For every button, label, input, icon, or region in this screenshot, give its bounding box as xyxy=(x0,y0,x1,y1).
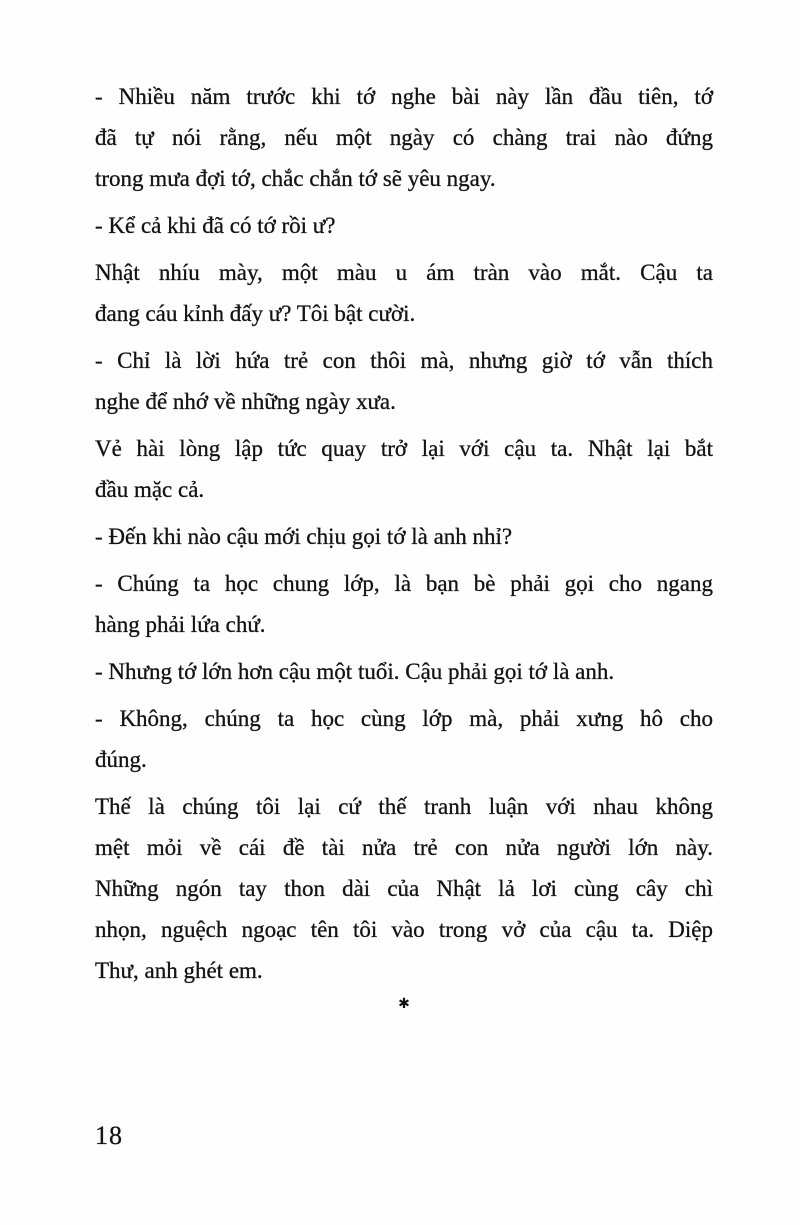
paragraph xyxy=(95,428,713,510)
text-line: trong mưa đợi tớ, chắc chắn tớ sẽ yêu ngay. xyxy=(95,166,496,191)
paragraph xyxy=(95,76,713,199)
text-line: mệt mỏi về cái đề tài nửa trẻ con nửa người lớn này. xyxy=(95,835,713,860)
text-line: Những ngón tay thon dài của Nhật lả lơi cùng cây chì xyxy=(95,876,713,901)
paragraph xyxy=(95,698,713,780)
text-line: - Chỉ là lời hứa trẻ con thôi mà, nhưng giờ tớ vẫn thích xyxy=(95,348,713,373)
text-line: - Nhiều năm trước khi tớ nghe bài này lần đầu tiên, tớ xyxy=(95,84,713,109)
text-line: - Kể cả khi đã có tớ rồi ư? xyxy=(95,213,336,238)
text-line: - Không, chúng ta học cùng lớp mà, phải xưng hô cho xyxy=(95,706,713,731)
text-line: Thư, anh ghét em. xyxy=(95,958,263,983)
page-number: 18 xyxy=(95,1121,123,1150)
text-line: đang cáu kỉnh đấy ư? Tôi bật cười. xyxy=(95,301,416,326)
text-line: Thế là chúng tôi lại cứ thế tranh luận với nhau không xyxy=(95,794,713,819)
text-line: đã tự nói rằng, nếu một ngày có chàng trai nào đứng xyxy=(95,125,713,150)
text-line: nhọn, nguệch ngoạc tên tôi vào trong vở của cậu ta. Diệp xyxy=(95,917,713,942)
text-line: nghe để nhớ về những ngày xưa. xyxy=(95,389,396,414)
paragraph xyxy=(95,340,713,422)
text-line: Vẻ hài lòng lập tức quay trở lại với cậu ta. Nhật lại bắt xyxy=(95,436,713,461)
text-line: đầu mặc cả. xyxy=(95,477,205,502)
text-line: - Chúng ta học chung lớp, là bạn bè phải gọi cho ngang xyxy=(95,571,713,596)
paragraph xyxy=(95,205,713,246)
paragraph xyxy=(95,252,713,334)
paragraph xyxy=(95,516,713,557)
text-block xyxy=(95,76,713,997)
text-line: đúng. xyxy=(95,747,147,772)
paragraph xyxy=(95,563,713,645)
text-line: hàng phải lứa chứ. xyxy=(95,612,266,637)
section-divider xyxy=(95,994,713,1014)
text-line: - Nhưng tớ lớn hơn cậu một tuổi. Cậu phải gọi tớ là anh. xyxy=(95,659,615,684)
text-line: - Đến khi nào cậu mới chịu gọi tớ là anh nhỉ? xyxy=(95,524,513,549)
text-line: Nhật nhíu mày, một màu u ám tràn vào mắt. Cậu ta xyxy=(95,260,713,285)
asterisk-divider-icon: ✱ xyxy=(398,996,410,1012)
paragraph xyxy=(95,786,713,991)
paragraph xyxy=(95,651,713,692)
